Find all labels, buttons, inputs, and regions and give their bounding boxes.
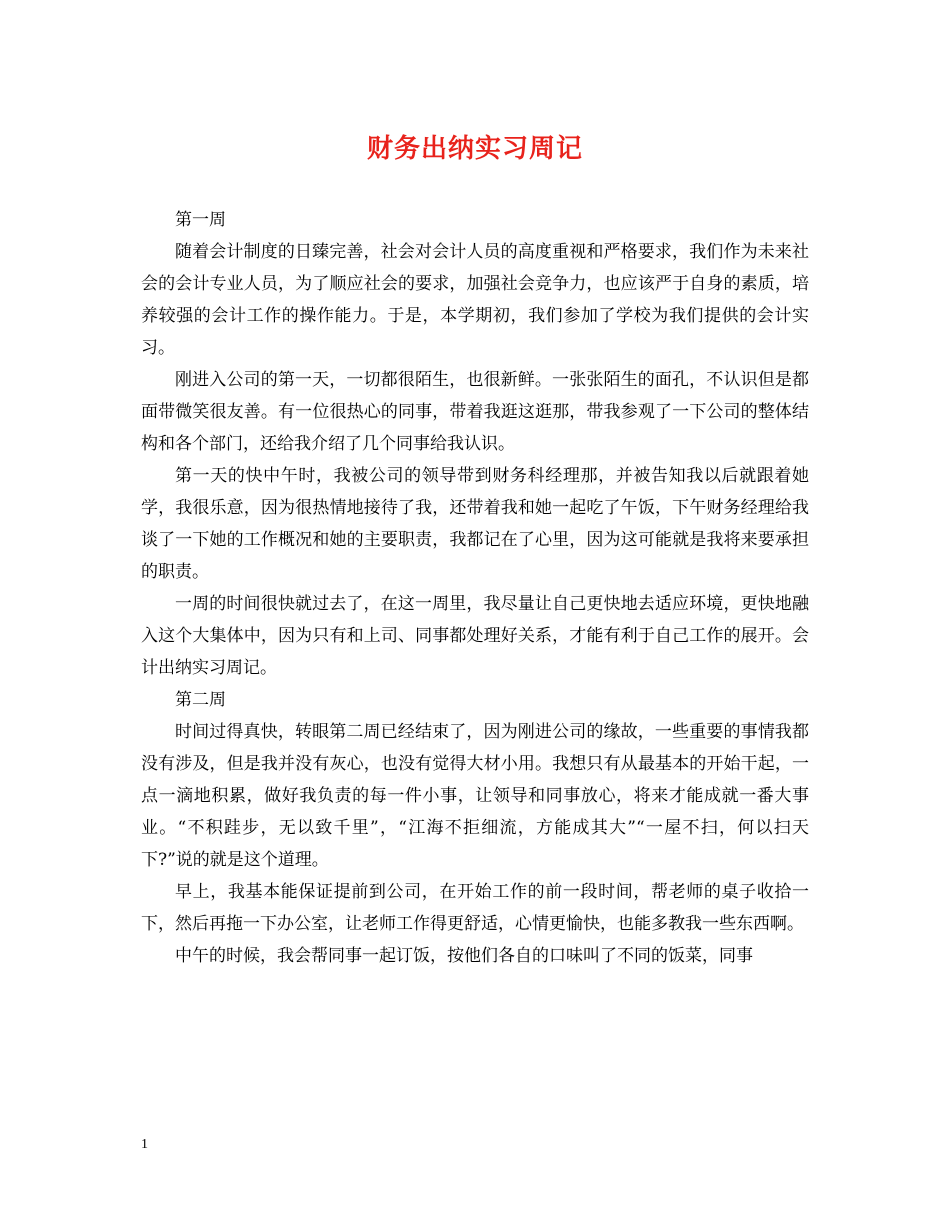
paragraph: 中午的时候，我会帮同事一起订饭，按他们各自的口味叫了不同的饭菜，同事 — [175, 946, 753, 966]
document-body — [141, 204, 809, 972]
paragraph-week-one-heading: 第一周 — [175, 210, 226, 230]
paragraph: 随着会计制度的日臻完善，社会对会计人员的高度重视和严格要求，我们作为未来社会的会计专业人员，为了顺应社会的要求，加强社会竞争力，也应该严于自身的素质，培养较强的会计工作的操作能力。于是，本学期初，我们参加了学校为我们提供的会计实习。 — [141, 242, 809, 358]
paragraph: 第一天的快中午时，我被公司的领导带到财务科经理那，并被告知我以后就跟着她学，我很乐意，因为很热情地接待了我，还带着我和她一起吃了午饭，下午财务经理给我谈了一下她的工作概况和她的主要职责，我都记在了心里，因为这可能就是我将来要承担的职责。 — [141, 466, 809, 582]
paragraph: 一周的时间很快就过去了，在这一周里，我尽量让自己更快地去适应环境，更快地融入这个大集体中，因为只有和上司、同事都处理好关系，才能有利于自己工作的展开。会计出纳实习周记。 — [141, 594, 809, 678]
paragraph: 早上，我基本能保证提前到公司，在开始工作的前一段时间，帮老师的桌子收拾一下，然后再拖一下办公室，让老师工作得更舒适，心情更愉快，也能多教我一些东西啊。 — [141, 882, 809, 934]
paragraph: 刚进入公司的第一天，一切都很陌生，也很新鲜。一张张陌生的面孔，不认识但是都面带微笑很友善。有一位很热心的同事，带着我逛这逛那，带我参观了一下公司的整体结构和各个部门，还给我介绍了几个同事给我认识。 — [141, 370, 809, 454]
paragraph-week-two-heading: 第二周 — [175, 690, 226, 710]
document-title: 财务出纳实习周记 — [366, 134, 583, 164]
page-number: 1 — [141, 1137, 148, 1152]
paragraph: 时间过得真快，转眼第二周已经结束了，因为刚进公司的缘故，一些重要的事情我都没有涉及，但是我并没有灰心，也没有觉得大材小用。我想只有从最基本的开始干起，一点一滴地积累，做好我负责的每一件小事，让领导和同事放心，将来才能成就一番大事业。“不积跬步，无以致千里”，“江海不拒细流，方能成其大”“一屋不扫，何以扫天下?”说的就是这个道理。 — [141, 722, 809, 870]
